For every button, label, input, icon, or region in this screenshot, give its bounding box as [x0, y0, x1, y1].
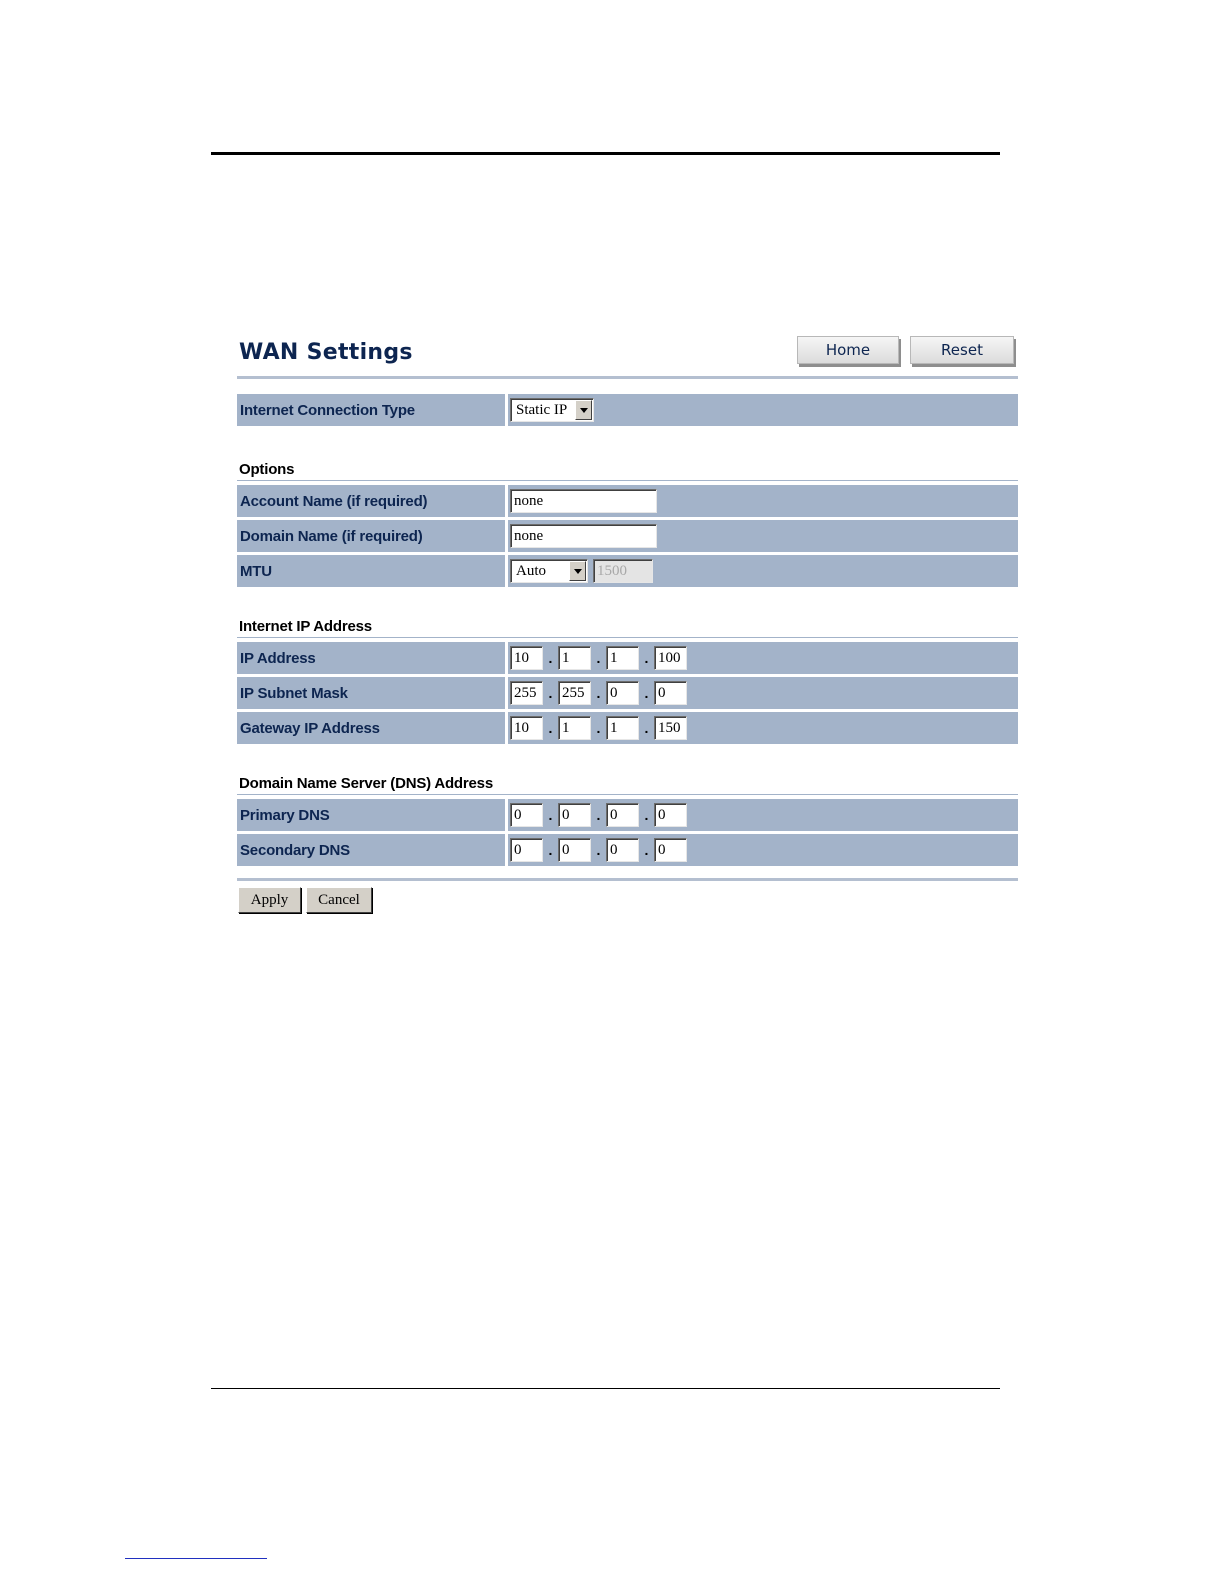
- gateway-octet-2[interactable]: 1: [558, 716, 591, 740]
- page-title: WAN Settings: [239, 340, 413, 365]
- apply-button[interactable]: Apply: [238, 887, 301, 913]
- chevron-down-icon[interactable]: [575, 400, 592, 420]
- primary-dns-octet-2[interactable]: 0: [558, 803, 591, 827]
- ip-address-row: IP Address 10 . 1 . 1 . 100: [237, 642, 1018, 674]
- ip-octet-1[interactable]: 10: [510, 646, 543, 670]
- ip-octet-2[interactable]: 1: [558, 646, 591, 670]
- internet-ip-divider: [237, 637, 1018, 638]
- primary-dns-row: Primary DNS 0 . 0 . 0 . 0: [237, 799, 1018, 831]
- primary-dns-octet-3[interactable]: 0: [606, 803, 639, 827]
- ip-octet-4[interactable]: 100: [654, 646, 687, 670]
- form-bottom-divider: [237, 878, 1018, 881]
- subnet-mask-label: IP Subnet Mask: [237, 677, 508, 709]
- gateway-octet-1[interactable]: 10: [510, 716, 543, 740]
- mask-octet-1[interactable]: 255: [510, 681, 543, 705]
- mtu-label: MTU: [237, 555, 508, 587]
- subnet-mask-row: IP Subnet Mask 255 . 255 . 0 . 0: [237, 677, 1018, 709]
- primary-dns-label: Primary DNS: [237, 799, 508, 831]
- account-name-row: [237, 485, 1018, 517]
- connection-type-label: Internet Connection Type: [237, 394, 508, 426]
- domain-name-row: [237, 520, 1018, 552]
- connection-type-row: [237, 394, 1018, 426]
- domain-name-label: Domain Name (if required): [237, 520, 508, 552]
- internet-ip-heading: Internet IP Address: [239, 618, 372, 635]
- primary-dns-octet-1[interactable]: 0: [510, 803, 543, 827]
- secondary-dns-octet-4[interactable]: 0: [654, 838, 687, 862]
- mask-octet-4[interactable]: 0: [654, 681, 687, 705]
- page-bottom-rule: [211, 1388, 1000, 1389]
- mtu-row: [237, 555, 1018, 587]
- cancel-button[interactable]: Cancel: [306, 887, 372, 913]
- options-heading: Options: [239, 461, 295, 478]
- mask-octet-3[interactable]: 0: [606, 681, 639, 705]
- reset-button[interactable]: Reset: [910, 336, 1014, 364]
- gateway-label: Gateway IP Address: [237, 712, 508, 744]
- ip-octet-3[interactable]: 1: [606, 646, 639, 670]
- gateway-row: Gateway IP Address 10 . 1 . 1 . 150: [237, 712, 1018, 744]
- dns-heading: Domain Name Server (DNS) Address: [239, 775, 493, 792]
- connection-type-select[interactable]: [510, 398, 594, 422]
- account-name-label: Account Name (if required): [237, 485, 508, 517]
- secondary-dns-octet-3[interactable]: 0: [606, 838, 639, 862]
- secondary-dns-octet-1[interactable]: 0: [510, 838, 543, 862]
- chevron-down-icon[interactable]: [569, 561, 586, 581]
- title-divider: [237, 376, 1018, 379]
- mask-octet-2[interactable]: 255: [558, 681, 591, 705]
- secondary-dns-octet-2[interactable]: 0: [558, 838, 591, 862]
- domain-name-input[interactable]: none: [510, 524, 657, 548]
- primary-dns-octet-4[interactable]: 0: [654, 803, 687, 827]
- mtu-size-input: 1500: [593, 559, 653, 583]
- mtu-mode-select[interactable]: [510, 559, 588, 583]
- footer-link-underline: [125, 1558, 267, 1559]
- mtu-mode-value: Auto: [516, 562, 546, 579]
- gateway-octet-4[interactable]: 150: [654, 716, 687, 740]
- dns-divider: [237, 794, 1018, 795]
- page-top-rule: [211, 152, 1000, 155]
- ip-address-label: IP Address: [237, 642, 508, 674]
- home-button[interactable]: Home: [797, 336, 899, 364]
- secondary-dns-row: Secondary DNS 0 . 0 . 0 . 0: [237, 834, 1018, 866]
- options-divider: [237, 480, 1018, 481]
- gateway-octet-3[interactable]: 1: [606, 716, 639, 740]
- connection-type-value: Static IP: [516, 401, 568, 418]
- secondary-dns-label: Secondary DNS: [237, 834, 508, 866]
- account-name-input[interactable]: none: [510, 489, 657, 513]
